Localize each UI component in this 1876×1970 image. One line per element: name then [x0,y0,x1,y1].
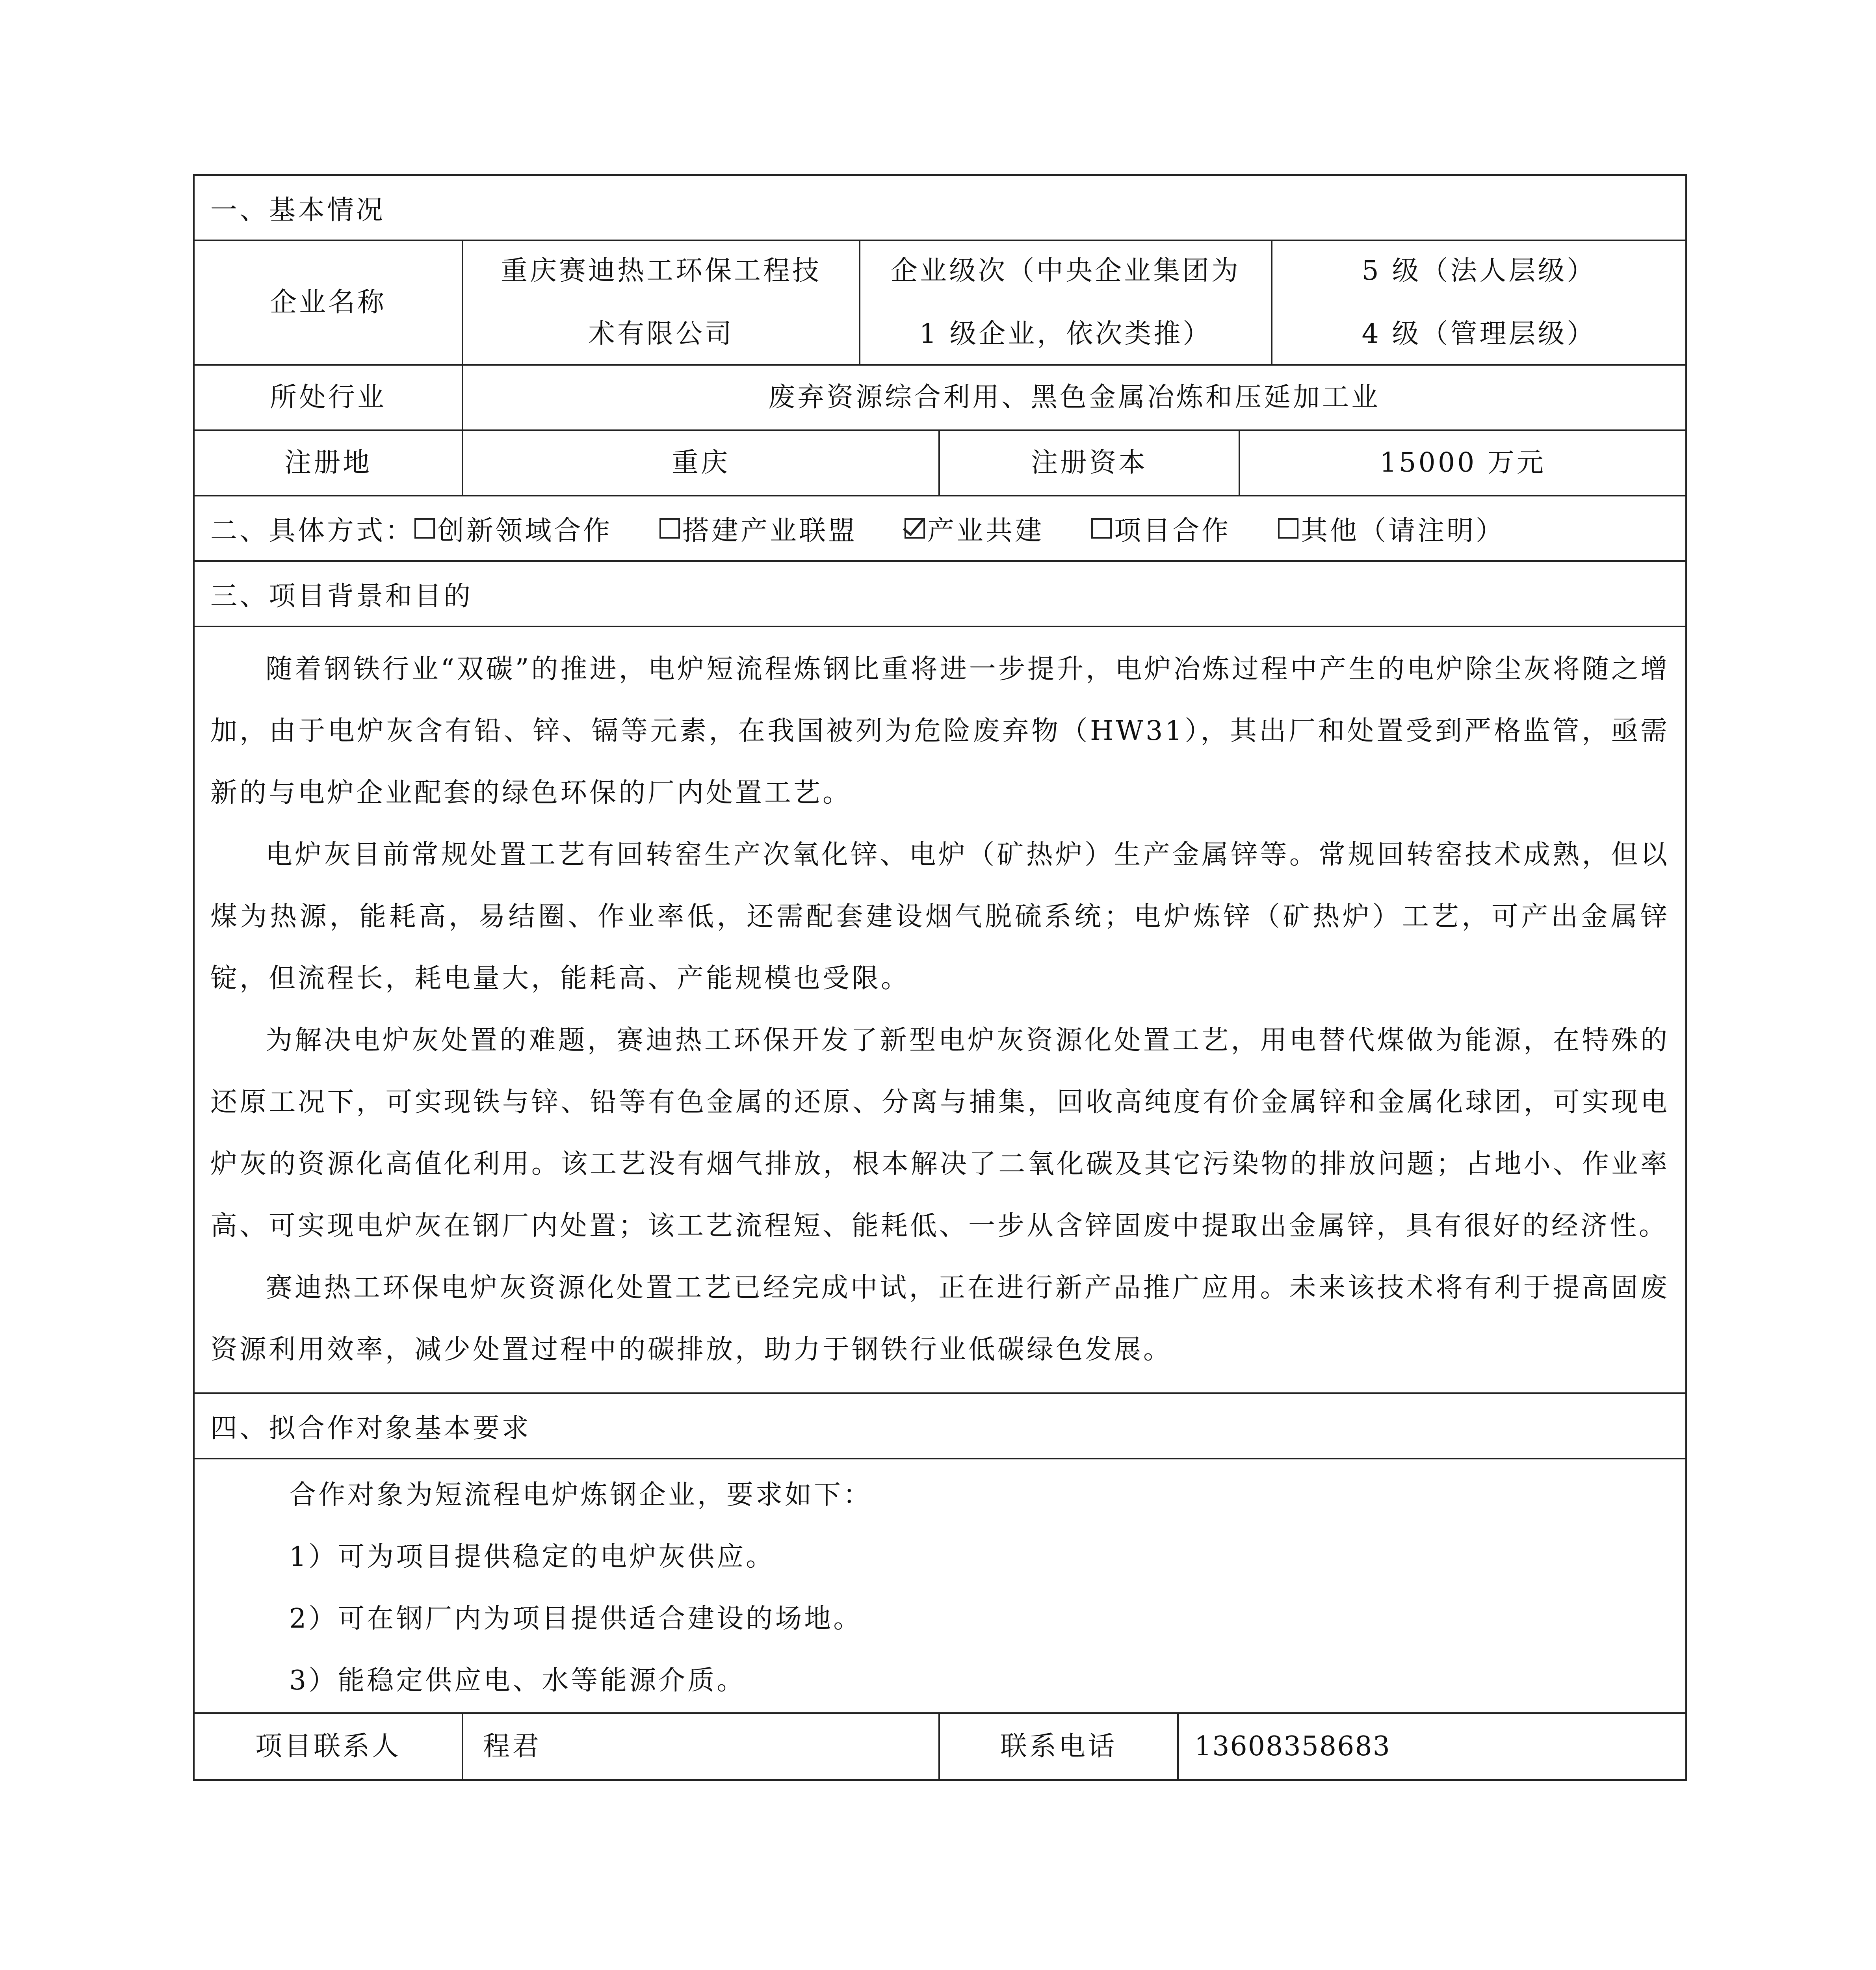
registered-place-label: 注册地 [195,431,463,495]
enterprise-level-value [1272,241,1685,364]
option-project-cooperation-label: 项目合作 [1114,515,1231,546]
contact-phone-value: 13608358683 [1194,1731,1391,1762]
section-requirements-title: 四、拟合作对象基本要求 [210,1412,531,1444]
enterprise-level-label [860,241,1272,364]
option-other[interactable] [1278,509,1505,548]
option-innovation-cooperation-label: 创新领域合作 [437,515,613,546]
section-requirements-heading [195,1394,1685,1459]
registered-capital-label: 注册资本 [940,431,1240,495]
company-name-value [463,241,860,364]
contact-person-label: 项目联系人 [195,1714,463,1779]
requirements-intro: 合作对象为短流程电炉炼钢企业，要求如下： [289,1479,873,1511]
option-industry-alliance[interactable] [659,509,857,548]
section-background-title: 三、项目背景和目的 [210,580,473,612]
requirements-text-block [195,1459,888,1712]
registered-place-value: 重庆 [463,431,940,495]
company-name-label: 企业名称 [195,241,463,364]
requirements-body-row [195,1459,1685,1714]
background-text-block [195,627,1685,1392]
option-industry-co-construction-label: 产业共建 [927,515,1044,546]
background-body-row [195,627,1685,1394]
registration-row [195,431,1685,496]
contact-phone-label: 联系电话 [940,1714,1179,1779]
option-industry-alliance-label: 搭建产业联盟 [682,515,858,546]
section-background-heading [195,562,1685,627]
requirement-item: 2）可在钢厂内为项目提供适合建设的场地。 [289,1603,863,1634]
cooperation-method-row [195,496,1685,562]
checkbox-project-cooperation[interactable] [1091,518,1112,539]
requirement-item: 1）可为项目提供稳定的电炉灰供应。 [289,1541,775,1572]
contact-person-value: 程君 [463,1714,940,1779]
option-industry-co-construction[interactable] [905,509,1044,548]
industry-value: 废弃资源综合利用、黑色金属冶炼和压延加工业 [768,382,1380,413]
background-paragraph: 为解决电炉灰处置的难题，赛迪热工环保开发了新型电炉灰资源化处置工艺，用电替代煤做为能源，在特殊的还原工况下，可实现铁与锌、铅等有色金属的还原、分离与捕集，回收高纯度有价金属锌和金属化球团，可实现电炉灰的资源化高值化利用。该工艺没有烟气排放，根本解决了二氧化碳及其它污染物的排放问题；占地小、作业率高、可实现电炉灰在钢厂内处置；该工艺流程短、能耗低、一步从含锌固废中提取出金属锌，具有很好的经济性。 [210,1025,1670,1241]
checkbox-industry-alliance[interactable] [659,518,680,539]
enterprise-level-value-line2: 4 级（管理层级） [1361,318,1596,349]
industry-label: 所处行业 [195,366,463,429]
checkbox-innovation-cooperation[interactable] [414,518,435,539]
enterprise-level-label-line1: 企业级次（中央企业集团为 [890,255,1241,286]
project-form-table [193,174,1687,1781]
contact-row [195,1714,1685,1779]
company-name-line1: 重庆赛迪热工环保工程技 [500,255,821,286]
enterprise-level-label-line2: 1 级企业，依次类推） [919,318,1212,349]
requirement-item: 3）能稳定供应电、水等能源介质。 [289,1665,746,1696]
background-paragraph: 电炉灰目前常规处置工艺有回转窑生产次氧化锌、电炉（矿热炉）生产金属锌等。常规回转窑技术成熟，但以煤为热源，能耗高，易结圈、作业率低，还需配套建设烟气脱硫系统；电炉炼锌（矿热炉）工艺，可产出金属锌锭，但流程长，耗电量大，能耗高、产能规模也受限。 [210,839,1670,994]
cooperation-method-heading: 二、具体方式： [210,515,415,546]
enterprise-level-value-line1: 5 级（法人层级） [1361,255,1596,286]
background-paragraph: 赛迪热工环保电炉灰资源化处置工艺已经完成中试，正在进行新产品推广应用。未来该技术将有利于提高固废资源利用效率，减少处置过程中的碳排放，助力于钢铁行业低碳绿色发展。 [210,1272,1670,1365]
option-project-cooperation[interactable] [1091,509,1231,548]
section-basic-info-title: 一、基本情况 [210,194,386,226]
industry-row [195,366,1685,431]
company-row [195,241,1685,366]
company-name-line2: 术有限公司 [588,318,734,349]
option-innovation-cooperation[interactable] [414,509,612,548]
section-basic-info-heading [195,176,1685,241]
registered-capital-value: 15000 万元 [1380,447,1546,478]
checkbox-other[interactable] [1278,518,1298,539]
background-paragraph: 随着钢铁行业“双碳”的推进，电炉短流程炼钢比重将进一步提升，电炉冶炼过程中产生的电炉除尘灰将随之增加，由于电炉灰含有铅、锌、镉等元素，在我国被列为危险废弃物（HW31），其出厂和处置受到严格监管，亟需新的与电炉企业配套的绿色环保的厂内处置工艺。 [210,654,1670,808]
option-other-label: 其他（请注明） [1301,515,1505,546]
checkbox-industry-co-construction[interactable] [905,518,925,539]
